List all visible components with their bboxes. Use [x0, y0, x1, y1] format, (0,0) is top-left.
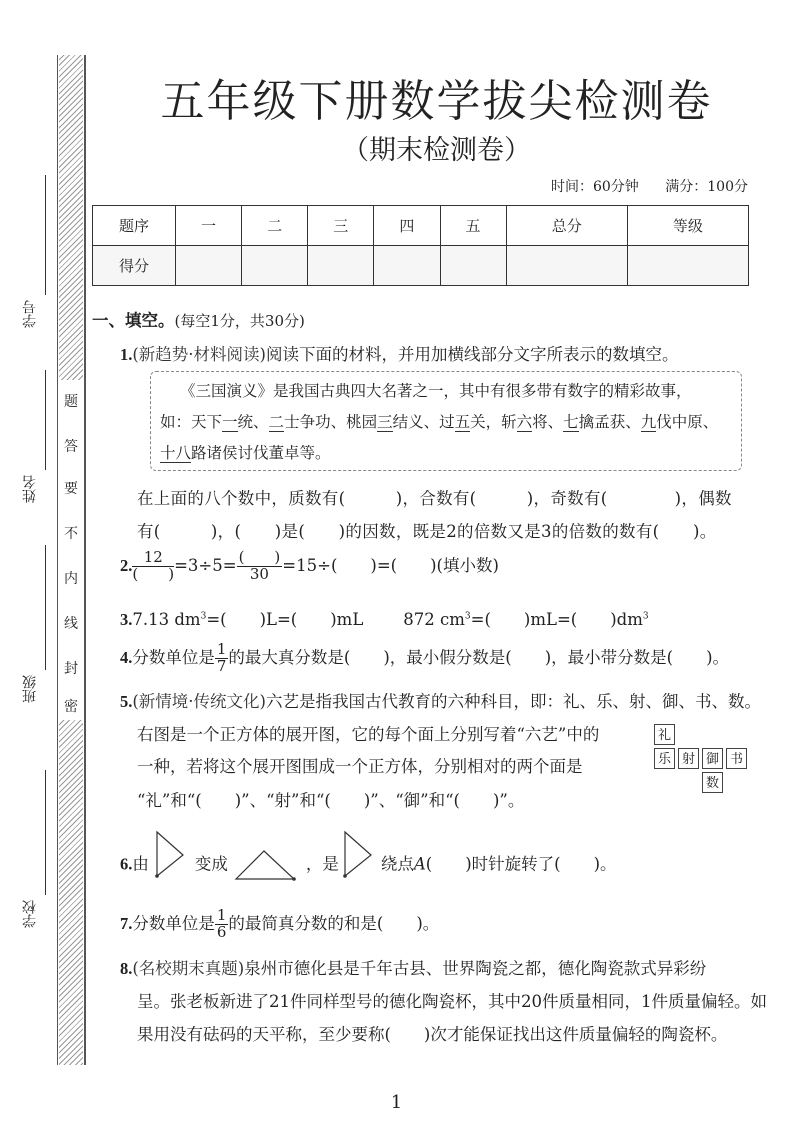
- score-row: [93, 246, 749, 286]
- full-score: 满分：100分: [665, 179, 748, 195]
- section-note: (每空1分，共30分): [174, 312, 305, 330]
- question-5: 5.(新情境·传统文化)六艺是指我国古代教育的六种科目，即：礼、乐、射、御、书、数。: [120, 692, 761, 711]
- question-1-line: 有( )，( )是( )的因数，既是2的倍数又是3的倍数的数有( )。: [137, 522, 717, 541]
- passage-line: 十八路诸侯讨伐董卓等。: [160, 444, 331, 462]
- question-4: 4.分数单位是 $\frac{1}{7}$ 的最大真分数是( )，最小假分数是( )，最小带分数是( )。: [120, 640, 730, 675]
- score-cell[interactable]: [440, 246, 506, 286]
- question-5-line: “礼”和“( )”、“射”和“( )”、“御”和“( )”。: [137, 791, 525, 810]
- question-text: 阅读下面的材料，并用加横线部分文字所表示的数填空。: [266, 345, 679, 364]
- header-cell: 三: [308, 206, 374, 246]
- score-cell[interactable]: [308, 246, 374, 286]
- question-1-line: 在上面的八个数中，质数有( )，合数有( )，奇数有( )，偶数: [137, 489, 732, 508]
- exam-info: [551, 176, 748, 196]
- question-number: 1.: [120, 345, 133, 364]
- question-number: 2.: [120, 555, 133, 575]
- question-6: 6.由 变成 ，是 绕点A( )时针旋转了( )。: [120, 845, 617, 885]
- school-line[interactable]: [45, 770, 46, 895]
- class-line[interactable]: [45, 545, 46, 670]
- fraction: $\frac{1}{7}$: [216, 640, 227, 675]
- page-number: 1: [390, 1092, 403, 1113]
- section-title: 一、填空。: [92, 311, 175, 330]
- score-cell[interactable]: [374, 246, 440, 286]
- seal-char: 线: [64, 616, 78, 632]
- triangle-rotated-icon: [232, 845, 302, 885]
- seal-char: 内: [64, 571, 78, 587]
- section-heading: [92, 307, 305, 331]
- fraction: $\frac{( )}{30}$: [238, 548, 281, 583]
- question-5-line: 右图是一个正方体的展开图，它的每个面上分别写着“六艺”中的: [137, 725, 600, 744]
- header-cell: 五: [440, 206, 506, 246]
- header-cell: 题序: [93, 206, 176, 246]
- score-cell[interactable]: [242, 246, 308, 286]
- header-cell: 等级: [627, 206, 748, 246]
- score-cell[interactable]: [506, 246, 627, 286]
- seal-char: 密: [64, 699, 78, 715]
- question-3: 3.7.13 $dm^3=$( )L=( )mL 872 $cm^3=$( )mL=( )$dm^3$: [120, 610, 649, 629]
- question-8: 8.(名校期末真题)泉州市德化县是千年古县、世界陶瓷之都，德化陶瓷款式异彩纷: [120, 959, 707, 978]
- triangle-original-icon: [341, 830, 379, 880]
- question-tag: (新趋势·材料阅读): [132, 345, 266, 364]
- class-label: 班级: [22, 675, 38, 703]
- name-label: 姓名: [22, 475, 38, 503]
- fraction: $\frac{1}{6}$: [216, 906, 227, 941]
- seal-char: 答: [64, 439, 78, 455]
- seal-char: 要: [64, 481, 78, 497]
- net-face: 书: [726, 748, 747, 769]
- student-id-line[interactable]: [45, 175, 46, 295]
- hatch-top: [59, 55, 83, 380]
- header-cell: 总分: [506, 206, 627, 246]
- student-id-label: 学号: [22, 300, 38, 328]
- fraction: $\frac{12}{( )}$: [132, 548, 175, 583]
- name-line[interactable]: [45, 370, 46, 470]
- score-cell[interactable]: [176, 246, 242, 286]
- question-1: [120, 341, 679, 365]
- school-label: 学校: [22, 900, 38, 928]
- net-face: 射: [678, 748, 699, 769]
- seal-border-right: [84, 55, 86, 1065]
- score-cell[interactable]: [627, 246, 748, 286]
- header-cell: 四: [374, 206, 440, 246]
- score-table-header-row: [93, 206, 749, 246]
- passage-line: 《三国演义》是我国古典四大名著之一，其中有很多带有数字的精彩故事，: [180, 382, 692, 400]
- seal-char: 题: [64, 394, 78, 410]
- page-subtitle: （期末检测卷）: [342, 135, 531, 166]
- net-face: 乐: [654, 748, 675, 769]
- seal-char: 不: [64, 526, 78, 542]
- seal-border-left: [57, 55, 58, 1065]
- net-face: 御: [702, 748, 723, 769]
- question-8-line: 果用没有砝码的天平称，至少要称( )次才能保证找出这件质量偏轻的陶瓷杯。: [137, 1025, 728, 1044]
- passage-line: 如：天下一统、二士争功、桃园三结义、过五关，斩六将、七擒孟获、九伐中原、: [160, 413, 719, 431]
- page-title: 五年级下册数学拔尖检测卷: [160, 76, 713, 127]
- score-table: [92, 205, 749, 286]
- triangle-original-icon: [153, 830, 191, 880]
- question-5-line: 一种，若将这个展开图围成一个正方体，分别相对的两个面是: [137, 757, 583, 776]
- net-face: 数: [702, 772, 723, 793]
- question-8-line: 呈。张老板新进了21件同样型号的德化陶瓷杯，其中20件质量相同，1件质量偏轻。如: [137, 992, 767, 1011]
- seal-char: 封: [64, 661, 78, 677]
- score-row-label: 得分: [93, 246, 176, 286]
- time-limit: 时间：60分钟: [550, 179, 639, 195]
- question-7: 7.分数单位是 $\frac{1}{6}$ 的最简真分数的和是( )。: [120, 906, 440, 941]
- net-face: 礼: [654, 724, 675, 745]
- header-cell: 一: [176, 206, 242, 246]
- question-2: 2. $\frac{12}{( )}$ =3÷5= $\frac{( )}{30}$ =15÷( )=( )(填小数): [120, 548, 499, 583]
- header-cell: 二: [242, 206, 308, 246]
- hatch-bottom: [59, 720, 83, 1065]
